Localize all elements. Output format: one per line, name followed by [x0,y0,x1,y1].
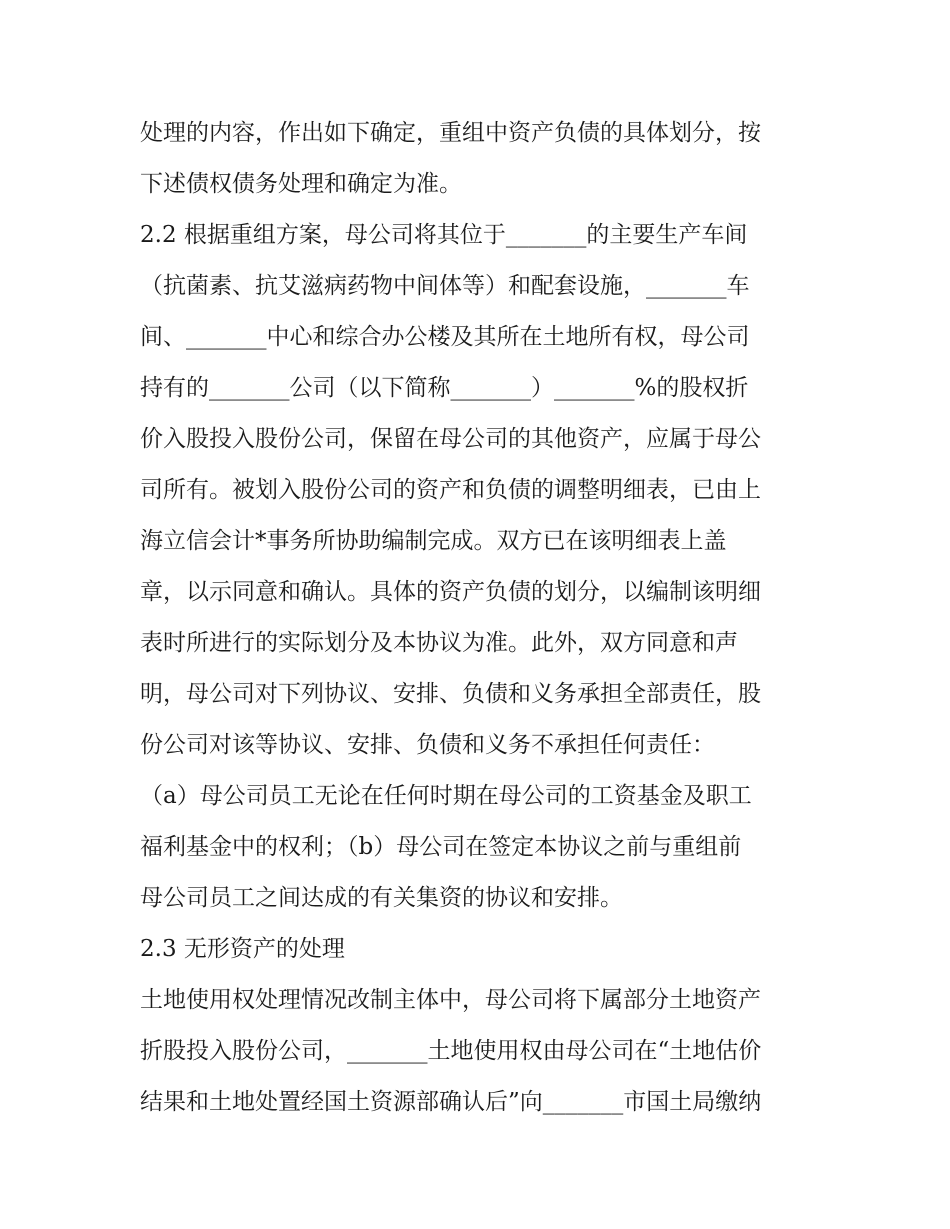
text-line: （抗菌素、抗艾滋病药物中间体等）和配套设施，_______车 [140,273,750,299]
text-line: 母公司员工之间达成的有关集资的协议和安排。 [140,885,623,911]
document-body [140,108,820,1128]
text-line: 表时所进行的实际划分及本协议为准。此外，双方同意和声 [140,630,738,656]
text-line: 下述债权债务处理和确定为准。 [140,171,462,197]
text-line: 处理的内容，作出如下确定，重组中资产负债的具体划分，按 [140,120,761,146]
text-line: 海立信会计*事务所协助编制完成。双方已在该明细表上盖 [140,528,727,554]
text-line: 间、_______中心和综合办公楼及其所在土地所有权，母公司 [140,324,750,350]
text-line: 折股投入股份公司，_______土地使用权由母公司在“土地估价 [140,1038,762,1064]
text-line: 司所有。被划入股份公司的资产和负债的调整明细表，已由上 [140,477,761,503]
section-2-3-heading: 2.3 无形资产的处理 [140,936,345,962]
text-line: 章，以示同意和确认。具体的资产负债的划分，以编制该明细 [140,579,761,605]
list-item-a-line: （a）母公司员工无论在任何时期在母公司的工资基金及职工 [140,783,752,809]
text-line: 份公司对该等协议、安排、负债和义务不承担任何责任： [140,732,715,758]
text-line: 结果和土地处置经国土资源部确认后”向_______市国土局缴纳 [140,1089,762,1115]
text-line: 价入股投入股份公司，保留在母公司的其他资产，应属于母公 [140,426,761,452]
text-line: 明，母公司对下列协议、安排、负债和义务承担全部责任，股 [140,681,761,707]
text-line: 持有的_______公司（以下简称_______）_______%的股权折 [140,375,749,401]
section-2-2-heading-line: 2.2 根据重组方案，母公司将其位于_______的主要生产车间 [140,222,748,248]
list-item-b-line: 福利基金中的权利；（b）母公司在签定本协议之前与重组前 [140,834,742,860]
text-line: 土地使用权处理情况改制主体中，母公司将下属部分土地资产 [140,987,761,1013]
